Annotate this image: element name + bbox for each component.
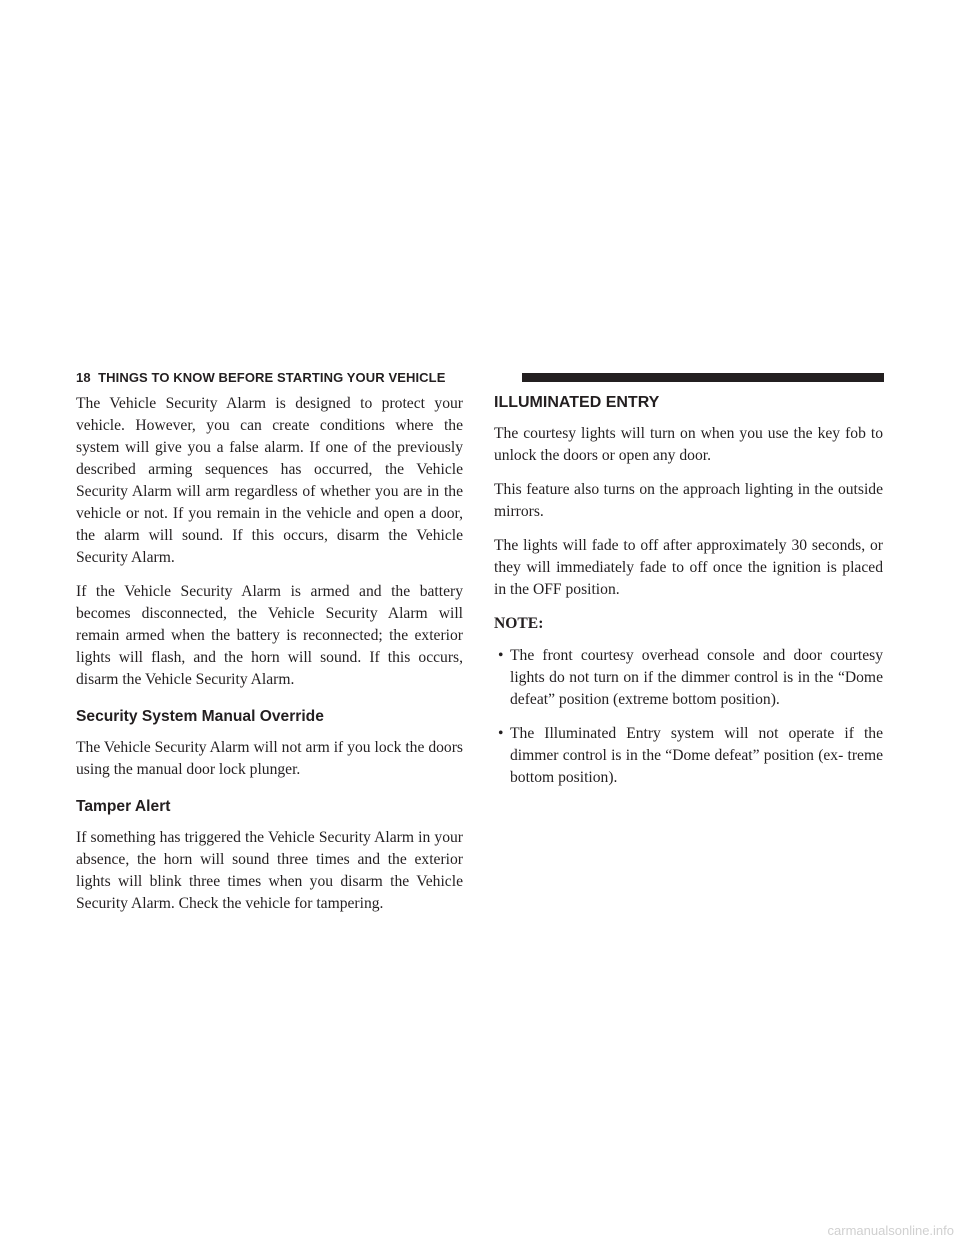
alarm-intro-paragraph: The Vehicle Security Alarm is designed to protect your vehicle. However, you can create conditions where the system will give you a false alarm. If one of the previously described arming sequences has occurred, the Vehicle Security Alarm will arm regardless of whether you are in the vehicle or not. If you remain in the vehicle and open a door, the alarm will sound. If this occurs, disarm the Vehicle Security Alarm. [76, 395, 463, 566]
list-item [494, 645, 883, 711]
note-label: NOTE: [494, 615, 544, 632]
approach-lighting-paragraph: This feature also turns on the approach lighting in the outside mirrors. [494, 481, 883, 520]
section-title: THINGS TO KNOW BEFORE STARTING YOUR VEHICLE [98, 370, 446, 385]
list-item-text: The Illuminated Entry system will not operate if the dimmer control is in the “Dome defeat” position (ex- treme bottom position). [510, 725, 883, 786]
header-rule [522, 373, 884, 382]
page-header [76, 370, 884, 386]
right-column [494, 393, 883, 801]
page-number: 18 [76, 370, 91, 385]
note-bullet-list [494, 645, 883, 789]
manual-override-paragraph: The Vehicle Security Alarm will not arm if you lock the doors using the manual door lock plunger. [76, 739, 463, 778]
illuminated-entry-heading: ILLUMINATED ENTRY [494, 394, 660, 411]
left-column [76, 393, 463, 927]
list-item-text: The front courtesy overhead console and door courtesy lights do not turn on if the dimmer control is in the “Dome defeat” position (extreme bottom position). [510, 647, 883, 708]
tamper-alert-heading: Tamper Alert [76, 798, 171, 815]
fade-off-paragraph: The lights will fade to off after approximately 30 seconds, or they will immediately fade to off once the ignition is placed in the OFF position. [494, 537, 883, 598]
manual-override-heading: Security System Manual Override [76, 708, 324, 725]
courtesy-lights-paragraph: The courtesy lights will turn on when you use the key fob to unlock the doors or open any door. [494, 425, 883, 464]
list-item [494, 723, 883, 789]
bullet-icon: • [498, 647, 504, 664]
battery-disconnect-paragraph: If the Vehicle Security Alarm is armed and the battery becomes disconnected, the Vehicle Security Alarm will remain armed when the battery is reconnected; the exterior lights will flash, and the horn will sound. If this occurs, disarm the Vehicle Security Alarm. [76, 583, 463, 688]
watermark: carmanualsonline.info [827, 1223, 954, 1238]
header-text [76, 370, 445, 386]
tamper-alert-paragraph: If something has triggered the Vehicle Security Alarm in your absence, the horn will sound three times and the exterior lights will blink three times when you disarm the Vehicle Security Alarm. Check the vehicle for tampering. [76, 829, 463, 912]
bullet-icon: • [498, 725, 504, 742]
